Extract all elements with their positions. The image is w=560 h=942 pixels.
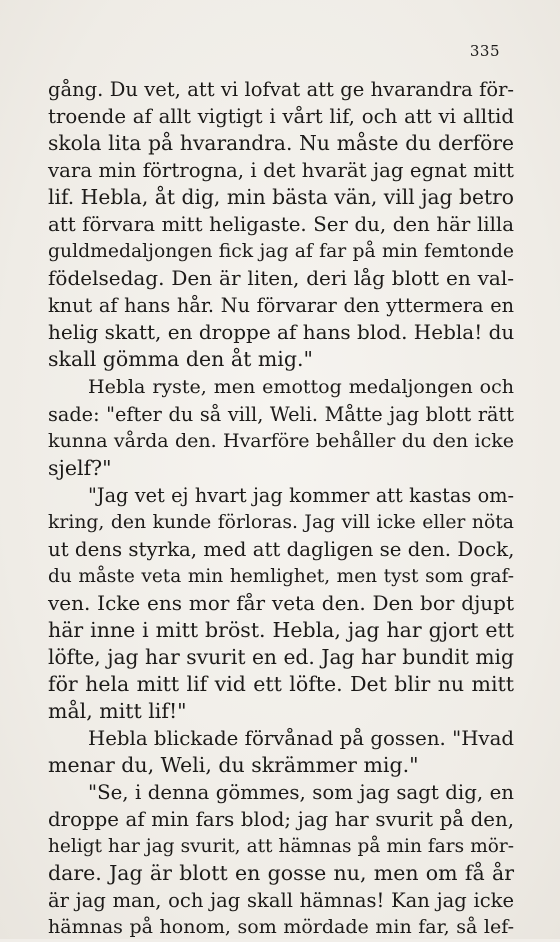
text-line: här inne i mitt bröst. Hebla, jag har gjort ett xyxy=(48,617,514,642)
text-line: för hela mitt lif vid ett löfte. Det blir nu mitt xyxy=(48,672,514,697)
text-line: menar du, Weli, du skrämmer mig." xyxy=(48,753,419,778)
body-text xyxy=(48,76,514,942)
text-line: mål, mitt lif!" xyxy=(48,699,187,724)
text-line: "Jag vet ej hvart jag kommer att kastas om- xyxy=(88,483,514,507)
text-line: Hebla ryste, men emottog medaljongen och xyxy=(88,375,514,398)
text-line: "Se, i denna gömmes, som jag sagt dig, en xyxy=(88,781,514,805)
text-line: födelsedag. Den är liten, deri låg blott en val- xyxy=(48,266,514,291)
text-line: ven. Icke ens mor får veta den. Den bor djupt xyxy=(48,590,514,615)
text-line: sade: "efter du så vill, Weli. Måtte jag blott rätt xyxy=(48,402,514,426)
text-line: sjelf?" xyxy=(48,455,112,480)
text-line: skall gömma den åt mig." xyxy=(48,347,313,372)
text-line: droppe af min fars blod; jag har svurit på den, xyxy=(48,808,514,832)
text-line: är jag man, och jag skall hämnas! Kan jag icke xyxy=(48,889,514,913)
text-line: löfte, jag har svurit en ed. Jag har bundit mig xyxy=(48,644,514,669)
text-line: att förvara mitt heligaste. Ser du, den här lilla xyxy=(48,213,514,237)
text-line: guldmedaljongen fick jag af far på min femtonde xyxy=(48,241,514,263)
text-line: kunna vårda den. Hvarföre behåller du den icke xyxy=(48,429,514,452)
text-line: Hebla blickade förvånad på gossen. "Hvad xyxy=(88,727,514,751)
text-line: vara min förtrogna, i det hvarät jag egnat mitt xyxy=(48,159,514,183)
text-line: helig skatt, en droppe af hans blod. Hebla! du xyxy=(48,320,515,345)
text-line: troende af allt vigtigt i vårt lif, och att vi alltid xyxy=(48,105,514,129)
text-line: ut dens styrka, med att dagligen se den. Dock, xyxy=(48,537,515,561)
text-line: knut af hans hår. Nu förvarar den yttermera en xyxy=(48,294,514,318)
text-line: kring, den kunde förloras. Jag vill icke eller nöta xyxy=(48,511,514,533)
text-line: skola lita på hvarandra. Nu måste du derföre xyxy=(48,131,514,156)
page-number: 335 xyxy=(469,42,500,60)
text-line: lif. Hebla, åt dig, min bästa vän, vill jag betro xyxy=(48,185,514,210)
text-line: heligt har jag svurit, att hämnas på min fars mör- xyxy=(48,836,514,858)
text-line: du måste veta min hemlighet, men tyst som graf- xyxy=(48,565,514,587)
text-line: dare. Jag är blott en gosse nu, men om få år xyxy=(48,861,514,886)
text-line: hämnas på honom, som mördade min far, så lef- xyxy=(48,916,514,939)
text-line: gång. Du vet, att vi lofvat att ge hvarandra för- xyxy=(48,78,514,101)
